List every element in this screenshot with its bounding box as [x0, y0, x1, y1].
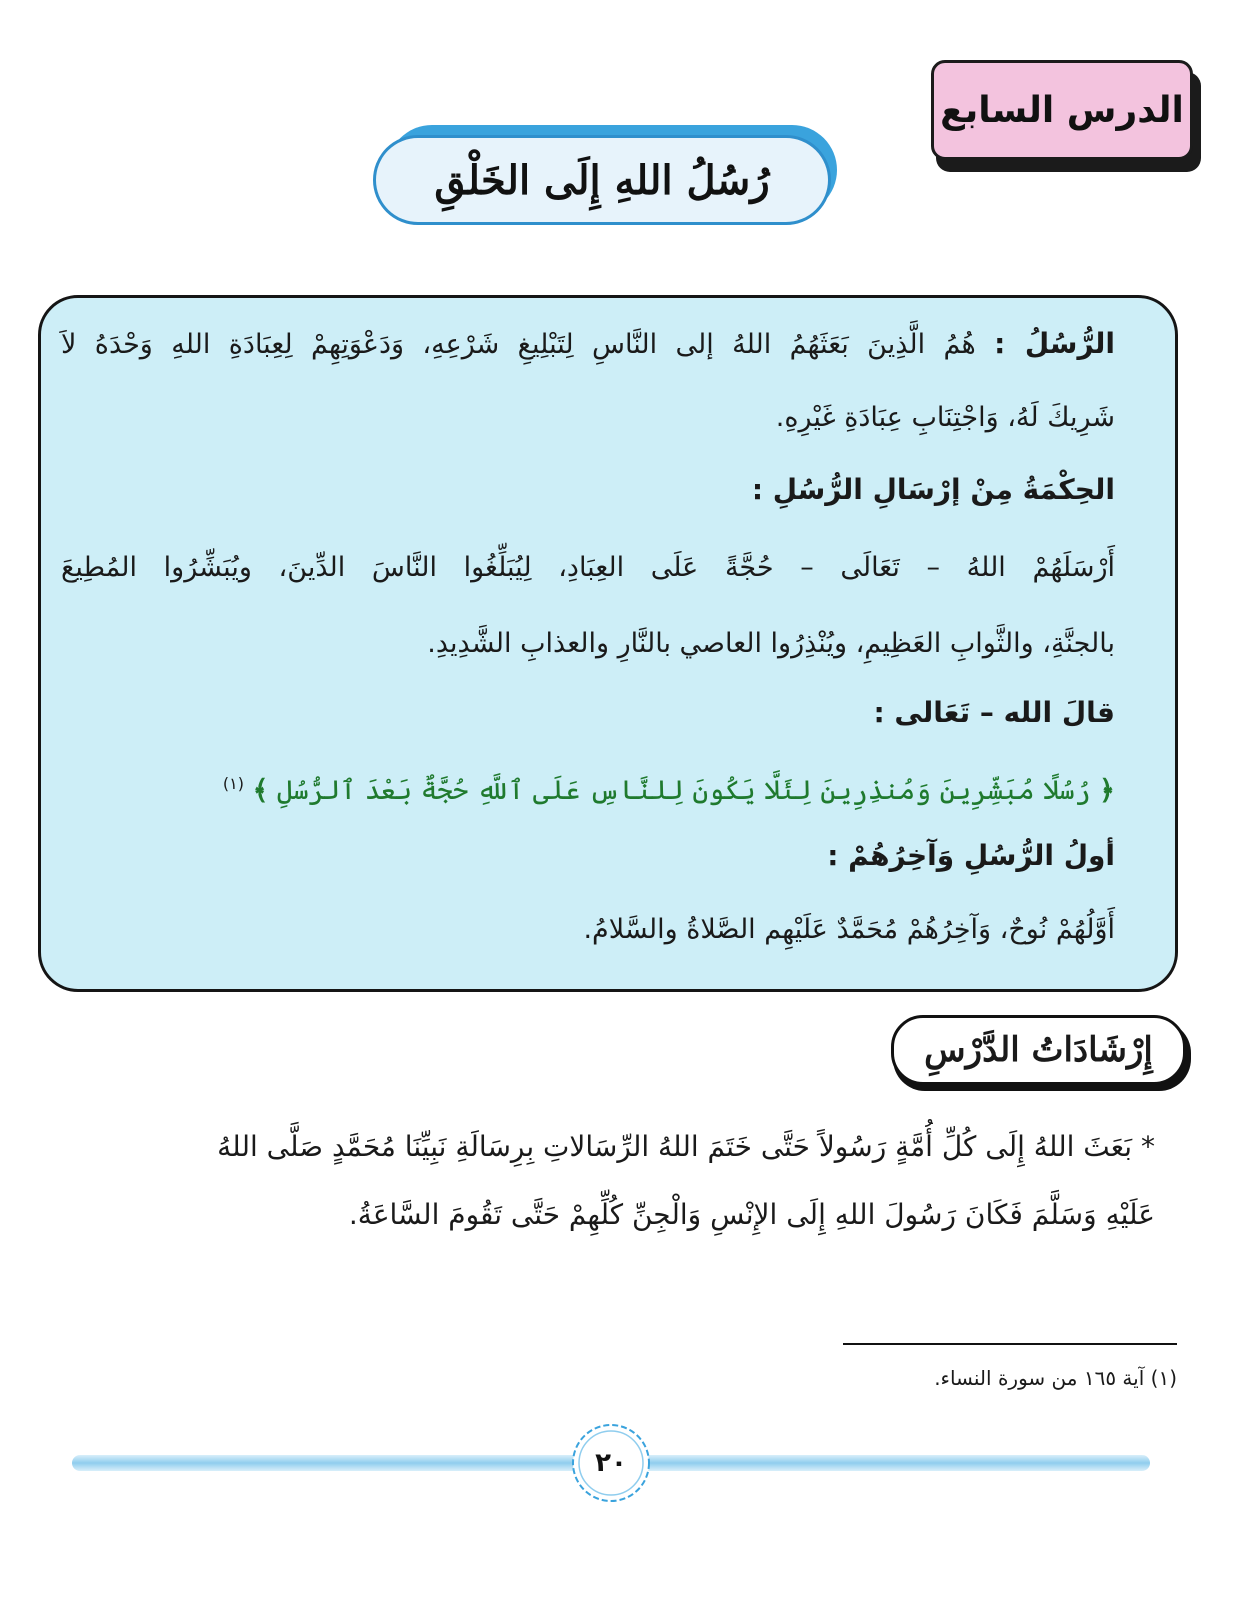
verse-footnote-ref: (١) [222, 774, 244, 793]
footnote-divider [843, 1343, 1177, 1345]
title-pill [373, 125, 841, 225]
guidance-line-1: * بَعَثَ اللهُ إِلَى كُلِّ أُمَّةٍ رَسُولاً حَتَّى خَتَمَ اللهُ الرِّسَالاتِ بِرِسَالَةِ نَبِيِّنَا مُحَمَّدٍ صَلَّى اللهُ [217, 1130, 1155, 1163]
page-title: رُسُلُ اللهِ إِلَى الخَلْقِ [373, 135, 831, 225]
verse-text: رُسُلًا مُبَشِّرِينَ وَمُنذِرِينَ لِئَلَّا يَكُونَ لِلنَّاسِ عَلَى ٱللَّهِ حُجَّةٌ بَعْدَ ٱلرُّسُلِ [277, 775, 1091, 806]
first-last-line: أَوَّلُهُمْ نُوحٌ، وَآخِرُهُمْ مُحَمَّدٌ عَلَيْهِم الصَّلاةُ والسَّلامُ. [583, 914, 1115, 945]
definition-term: الرُّسُلُ : [994, 327, 1115, 360]
lesson-badge [932, 60, 1197, 165]
page-number: ٢٠ [595, 1448, 627, 1478]
guidance-line-2: عَلَيْهِ وَسَلَّمَ فَكَانَ رَسُولَ اللهِ إِلَى الإِنْسِ وَالْجِنِّ كُلِّهِمْ حَتَّى تَقُومَ السَّاعَةُ. [348, 1198, 1155, 1231]
wisdom-heading: الحِكْمَةُ مِنْ إرْسَالِ الرُّسُلِ : [751, 473, 1115, 506]
info-box [38, 295, 1178, 992]
verse-open-bracket: ﴿ [1099, 775, 1115, 806]
page-number-badge [566, 1418, 656, 1508]
guidance-title: إِرْشَادَاتُ الدَّرْسِ [891, 1015, 1186, 1085]
definition-text-1: هُمُ الَّذِينَ بَعَثَهُمُ اللهُ إلى النَّاسِ لِتَبْلِيغِ شَرْعِهِ، وَدَعْوَتِهِمْ لِعِبَادَةِ اللهِ وَحْدَهُ لاَ [61, 329, 976, 360]
first-last-heading: أولُ الرُّسُلِ وَآخِرُهُمْ : [827, 839, 1115, 872]
footnote: (١) آية ١٦٥ من سورة النساء. [934, 1366, 1177, 1390]
lesson-label: الدرس السابع [931, 60, 1193, 160]
wisdom-line-2: بالجنَّةِ، والثَّوابِ العَظِيمِ، ويُنْذِرُوا العاصي بالنَّارِ والعذابِ الشَّدِيدِ. [427, 628, 1115, 659]
definition-line-1 [61, 324, 1115, 365]
guidance-label [891, 1015, 1191, 1090]
wisdom-line-1: أَرْسَلَهُمْ اللهُ – تَعَالَى – حُجَّةً عَلَى العِبَادِ، لِيُبَلِّغُوا النَّاسَ الدِّينَ، ويُبَشِّرُوا المُطِيعَ [61, 552, 1115, 583]
definition-line-2: شَرِيكَ لَهُ، وَاجْتِنَابِ عِبَادَةِ غَيْرِهِ. [775, 402, 1115, 433]
qala-line: قالَ الله – تَعَالى : [873, 696, 1115, 729]
verse-close-bracket: ﴾ [252, 775, 269, 806]
verse-line [61, 764, 1115, 811]
